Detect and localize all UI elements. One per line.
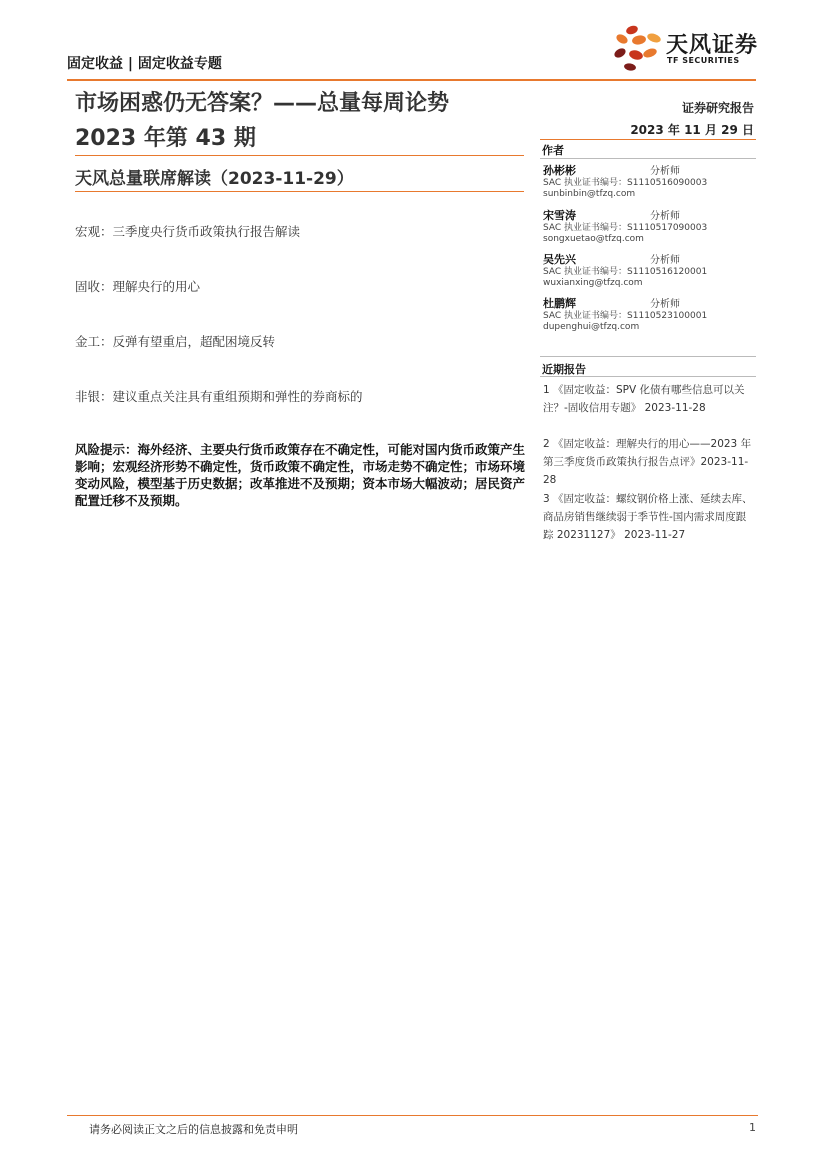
subtitle-divider [75, 191, 524, 192]
author-email[interactable]: sunbinbin@tfzq.com [543, 189, 636, 199]
author-role: 分析师 [650, 255, 680, 266]
report-category: 固定收益 | 固定收益专题 [67, 56, 222, 72]
author-sac: SAC 执业证书编号：S1110523100001 [543, 311, 708, 321]
authors-divider [540, 158, 756, 159]
summary-item-macro: 宏观：三季度央行货币政策执行报告解读 [75, 224, 301, 239]
report-date: 2023 年 11 月 29 日 [630, 123, 754, 137]
footer-divider [67, 1115, 758, 1116]
authors-heading: 作者 [542, 144, 564, 157]
author-name: 吴先兴 [543, 253, 576, 266]
page-number: 1 [749, 1121, 756, 1134]
report-type: 证券研究报告 [681, 101, 754, 115]
logo-mark-icon [612, 22, 664, 72]
summary-item-nonbank: 非银：建议重点关注具有重组预期和弹性的券商标的 [75, 389, 363, 404]
author-email[interactable]: wuxianxing@tfzq.com [543, 278, 643, 288]
logo-text-cn: 天风证券 [666, 33, 759, 58]
report-title-line1: 市场困惑仍无答案？——总量每周论势 [75, 91, 450, 116]
recent-report-item[interactable]: 3 《固定收益：螺纹钢价格上涨、延续去库、商品房销售继续弱于季节性-国内需求周度跟踪 20231127》 2023-11-27 [543, 493, 753, 541]
author-block [543, 165, 756, 200]
footer-disclaimer: 请务必阅读正文之后的信息披露和免责申明 [89, 1123, 298, 1136]
recent-reports-heading: 近期报告 [542, 363, 586, 376]
author-email[interactable]: dupenghui@tfzq.com [543, 322, 640, 332]
author-sac: SAC 执业证书编号：S1110516120001 [543, 267, 708, 277]
author-name: 宋雪涛 [543, 209, 576, 222]
author-block [543, 298, 756, 333]
recent-top-divider [540, 356, 756, 357]
author-email[interactable]: songxuetao@tfzq.com [543, 234, 644, 244]
author-sac: SAC 执业证书编号：S1110517090003 [543, 223, 708, 233]
report-subtitle: 天风总量联席解读（2023-11-29） [75, 169, 354, 189]
risk-warning: 风险提示：海外经济、主要央行货币政策存在不确定性，可能对国内货币政策产生影响；宏观经济形势不确定性，货币政策不确定性，市场走势不确定性；市场环境变动风险，模型基于历史数据；改革推进不及预期；资本市场大幅波动；居民资产配置迁移不及预期。 [75, 442, 526, 508]
author-role: 分析师 [650, 299, 680, 310]
summary-item-fixed-income: 固收：理解央行的用心 [75, 279, 201, 294]
author-block [543, 210, 756, 245]
recent-divider [540, 376, 756, 377]
author-name: 孙彬彬 [543, 164, 576, 177]
author-role: 分析师 [650, 211, 680, 222]
sidebar-top-divider [540, 139, 756, 140]
title-divider [75, 155, 524, 156]
header-divider [67, 79, 756, 81]
report-title-line2: 2023 年第 43 期 [75, 126, 256, 151]
recent-report-item[interactable]: 2 《固定收益：理解央行的用心——2023 年第三季度货币政策执行报告点评》2023-11-28 [543, 438, 752, 486]
tf-securities-logo [612, 22, 762, 72]
author-sac: SAC 执业证书编号：S1110516090003 [543, 178, 708, 188]
author-block [543, 254, 756, 289]
author-role: 分析师 [650, 166, 680, 177]
recent-report-item[interactable]: 1 《固定收益：SPV 化债有哪些信息可以关注？-固收信用专题》 2023-11-28 [543, 384, 745, 414]
logo-text-en: TF SECURITIES [667, 56, 740, 65]
summary-item-quant: 金工：反弹有望重启，超配困境反转 [75, 334, 276, 349]
author-name: 杜鹏辉 [543, 297, 576, 310]
